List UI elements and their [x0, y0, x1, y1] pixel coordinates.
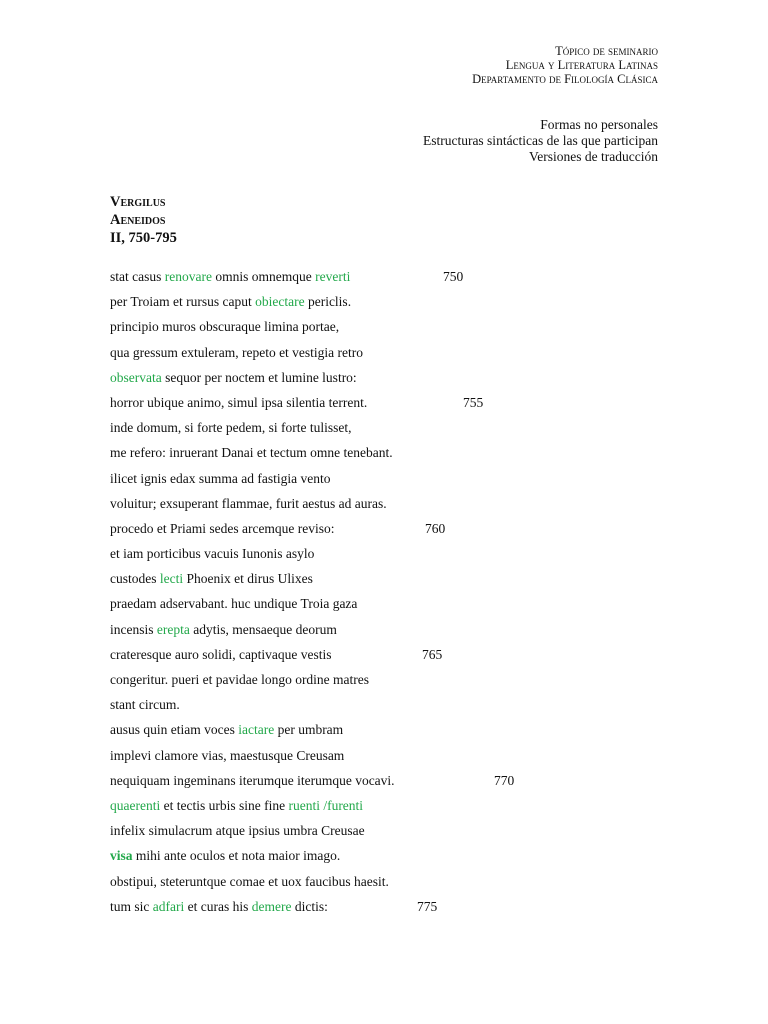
verse-text: et curas his	[184, 898, 252, 914]
highlighted-word: lecti	[159, 571, 184, 587]
verse-text: Phoenix et dirus Ulixes	[183, 571, 313, 587]
highlighted-word: reverti	[315, 269, 351, 284]
verse-text: qua gressum extuleram, repeto et vestigia retro	[110, 344, 364, 360]
highlighted-word: iactare	[238, 722, 275, 738]
verse-text: obstipui, steteruntque comae et uox faucibus haesit.	[110, 873, 389, 889]
verse-line	[110, 696, 395, 721]
highlighted-word: renovare	[164, 269, 212, 284]
verse-text: periclis.	[304, 294, 352, 310]
verse-line	[110, 293, 395, 318]
verse-text: tum sic	[110, 898, 153, 914]
verse-line	[110, 898, 438, 923]
work-title: Aeneidos	[110, 212, 166, 228]
verse-number: 750	[443, 269, 464, 284]
verse-line	[110, 545, 395, 570]
verse-line	[110, 318, 395, 343]
verse-line	[110, 369, 395, 394]
verse-line	[110, 268, 464, 293]
verse-text: horror ubique animo, simul ipsa silentia terrent.	[110, 394, 368, 410]
verse-line	[110, 444, 395, 469]
work-author: Vergilus	[110, 194, 166, 210]
highlighted-word: adfari	[152, 898, 185, 914]
verse-line	[110, 570, 395, 595]
work-heading	[110, 193, 177, 247]
verse-text: crateresque auro solidi, captivaque vestis	[110, 646, 332, 662]
course-header	[472, 44, 658, 86]
highlighted-word: visa	[110, 848, 133, 864]
verse-line	[110, 394, 484, 419]
verse-line	[110, 419, 395, 444]
verse-text: nequiquam ingeminans iterumque iterumque vocavi.	[110, 772, 395, 788]
topics-header-line: Versiones de traducción	[529, 149, 658, 164]
verse-text: omnis omnemque	[211, 269, 316, 284]
verse-text: ilicet ignis edax summa ad fastigia vento	[110, 470, 331, 486]
verse-text: principio muros obscuraque limina portae,	[110, 319, 340, 335]
verse-text: per Troiam et rursus caput	[110, 294, 256, 310]
verse-text: incensis	[110, 621, 157, 637]
verse-number: 765	[422, 646, 443, 662]
course-header-line: Departamento de Filología Clásica	[472, 72, 658, 86]
verse-line	[110, 772, 515, 797]
verse-text: stat casus	[110, 269, 165, 284]
topics-header-line: Formas no personales	[540, 117, 658, 132]
course-header-line: Lengua y Literatura Latinas	[505, 58, 658, 72]
verse-line	[110, 344, 395, 369]
verse-text: procedo et Priami sedes arcemque reviso:	[110, 520, 335, 536]
verse-text: mihi ante oculos et nota maior imago.	[132, 848, 341, 864]
verse-number: 755	[463, 394, 484, 410]
verse-line	[110, 495, 395, 520]
verse-text: infelix simulacrum atque ipsius umbra Creusae	[110, 823, 365, 839]
verse-line	[110, 721, 395, 746]
verse-list	[110, 268, 515, 923]
verse-text: stant circum.	[110, 697, 180, 713]
verse-line	[110, 646, 443, 671]
highlighted-word: ruenti /furenti	[288, 797, 364, 813]
verse-line	[110, 595, 395, 620]
verse-number: 760	[425, 520, 446, 536]
verse-text: praedam adservabant. huc undique Troia gaza	[110, 596, 358, 612]
verse-text: et iam porticibus vacuis Iunonis asylo	[110, 546, 315, 562]
highlighted-word: obiectare	[255, 294, 305, 310]
verse-text: implevi clamore vias, maestusque Creusam	[110, 747, 345, 763]
verse-line	[110, 747, 395, 772]
topics-header	[423, 117, 658, 165]
highlighted-word: erepta	[156, 621, 190, 637]
topics-header-line: Estructuras sintácticas de las que participan	[422, 133, 658, 148]
verse-number: 775	[417, 898, 438, 914]
verse-line	[110, 621, 395, 646]
verse-text: custodes	[110, 571, 160, 587]
verse-line	[110, 671, 395, 696]
course-header-line: Tópico de seminario	[555, 44, 658, 58]
highlighted-word: quaerenti	[110, 797, 161, 813]
verse-text: sequor per noctem et lumine lustro:	[161, 369, 357, 385]
verse-line	[110, 797, 395, 822]
verse-text: ausus quin etiam voces	[110, 722, 239, 738]
work-reference: II, 750-795	[110, 230, 177, 246]
verse-text: inde domum, si forte pedem, si forte tulisset,	[110, 420, 352, 436]
verse-number: 770	[494, 772, 515, 788]
highlighted-word: demere	[251, 898, 292, 914]
verse-text: adytis, mensaeque deorum	[189, 621, 337, 637]
verse-line	[110, 520, 446, 545]
verse-text: per umbram	[274, 722, 344, 738]
highlighted-word: observata	[110, 369, 162, 385]
verse-line	[110, 873, 395, 898]
verse-text: me refero: inruerant Danai et tectum omne tenebant.	[110, 445, 393, 461]
verse-line	[110, 470, 395, 495]
verse-text: voluitur; exsuperant flammae, furit aestus ad auras.	[110, 495, 387, 511]
verse-text: dictis:	[291, 898, 328, 914]
verse-text: et tectis urbis sine fine	[160, 797, 289, 813]
verse-line	[110, 822, 395, 847]
verse-line	[110, 847, 395, 872]
verse-text: congeritur. pueri et pavidae longo ordine matres	[110, 672, 370, 687]
